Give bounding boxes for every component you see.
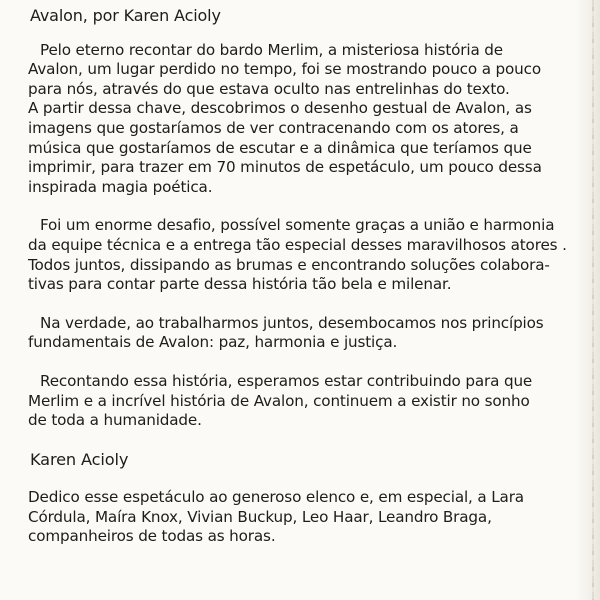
text-line: Córdula, Maíra Knox, Vivian Buckup, Leo Haar, Leandro Braga, xyxy=(28,507,492,526)
text-line: Foi um enorme desafio, possível somente graças a união e harmonia xyxy=(40,216,555,235)
document-body xyxy=(28,6,586,566)
dedication-paragraph xyxy=(28,488,586,547)
text-line: imagens que gostaríamos de ver contracenando com os atores, a xyxy=(28,118,519,137)
author-signature: Karen Acioly xyxy=(30,449,129,469)
text-line: Todos juntos, dissipando as brumas e encontrando soluções colabora- xyxy=(28,255,550,274)
text-line: companheiros de todas as horas. xyxy=(28,527,276,546)
text-line: Pelo eterno recontar do bardo Merlim, a misteriosa história de xyxy=(40,40,503,59)
paragraph-4 xyxy=(28,372,586,431)
torn-paper-fiber xyxy=(592,0,594,600)
text-line: Merlim e a incrível história de Avalon, continuem a existir no sonho xyxy=(28,391,530,410)
text-line: Na verdade, ao trabalharmos juntos, desembocamos nos princípios xyxy=(40,313,544,332)
paragraph-2 xyxy=(28,216,586,294)
text-line: imprimir, para trazer em 70 minutos de espetáculo, um pouco dessa xyxy=(28,158,542,177)
text-line: para nós, através do que estava oculto nas entrelinhas do texto. xyxy=(28,79,510,98)
text-line: fundamentais de Avalon: paz, harmonia e justiça. xyxy=(28,333,398,352)
document-title: Avalon, por Karen Acioly xyxy=(30,6,221,25)
text-line: Recontando essa história, esperamos estar contribuindo para que xyxy=(40,371,533,390)
text-line: tivas para contar parte dessa história tão bela e milenar. xyxy=(28,275,452,294)
text-line: de toda a humanidade. xyxy=(28,411,202,430)
text-line: da equipe técnica e a entrega tão especial desses maravilhosos atores . xyxy=(28,235,567,254)
text-line: inspirada magia poética. xyxy=(28,177,213,196)
paragraph-3 xyxy=(28,314,586,353)
text-line: Avalon, um lugar perdido no tempo, foi se mostrando pouco a pouco xyxy=(28,60,541,79)
text-line: A partir dessa chave, descobrimos o desenho gestual de Avalon, as xyxy=(28,99,532,118)
text-line: Dedico esse espetáculo ao generoso elenco e, em especial, a Lara xyxy=(28,488,524,507)
text-line: música que gostaríamos de escutar e a dinâmica que teríamos que xyxy=(28,138,532,157)
paragraph-1 xyxy=(28,41,586,198)
